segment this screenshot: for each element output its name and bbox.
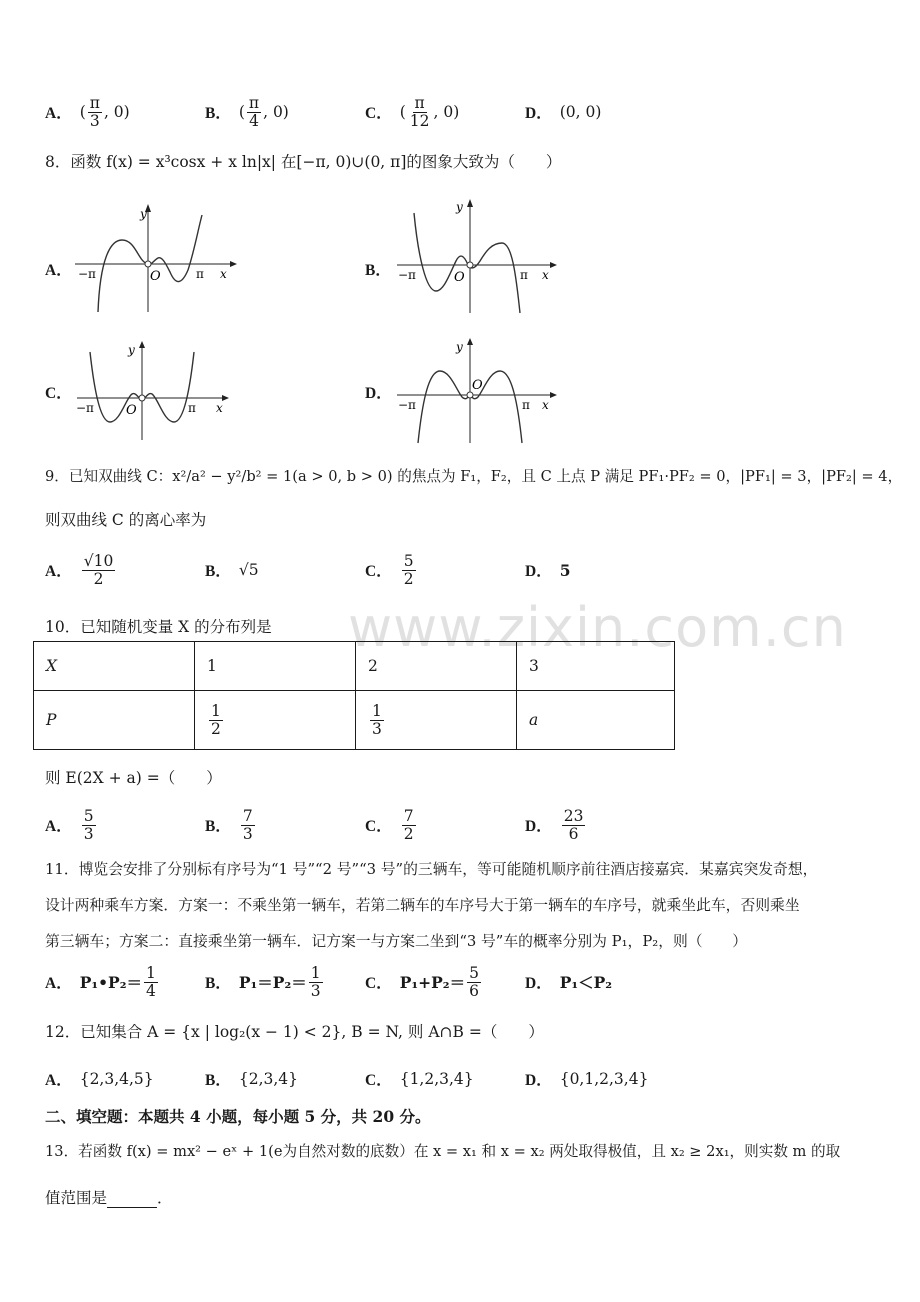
frac-den: 3 [89,111,100,130]
table-cell: 3 [517,642,675,691]
table-cell: a [517,691,675,750]
table-cell [356,691,517,750]
q11-line2: 设计两种乘车方案．方案一：不乘坐第一辆车，若第二辆车的车序号大于第一辆车的车序号，就乘坐此车，否则乘坐 [45,897,800,914]
q7-option-d[interactable]: D． (0, 0) [525,103,602,122]
frac-den: 3 [242,824,253,843]
q10-stem: 10．已知随机变量 X 的分布列是 [45,618,272,636]
q7-option-c[interactable]: C． ( $\frac{\pi}{12}$ , 0) [365,94,460,130]
hole-marker [145,261,151,267]
q12-stem: 12．已知集合 A = {x | log₂(x − 1) < 2}, B = N, 则 A∩B =（ ） [45,1023,544,1041]
q10-option-d[interactable]: D． $\frac{23}{6}$ [525,807,584,843]
neg-pi-label: −π [76,401,94,415]
q9-option-d[interactable]: D． 5 [525,560,571,580]
q7-options [45,88,875,136]
q8-graph-a[interactable] [70,200,240,315]
frac-den: 2 [211,719,221,738]
frac-num: 5 [469,964,479,983]
section-heading: 二、填空题：本题共 4 小题，每小题 5 分，共 20 分。 [45,1107,431,1126]
table-row [34,691,675,750]
q12-options [45,1055,875,1103]
origin-label: O [472,378,483,393]
frac-num: 1 [310,964,321,983]
frac-den: 6 [568,824,579,843]
x-label: x [542,268,549,282]
q11-option-b[interactable]: B． P₁＝P₂＝ $\frac{1}{3}$ [205,964,321,1000]
q9-stem-line2: 则双曲线 C 的离心率为 [45,511,207,529]
frac-num: 1 [372,702,382,721]
y-label: y [456,340,463,354]
pi-label: π [188,401,196,415]
x-axis-arrow-icon [222,395,229,401]
frac-num: √10 [83,552,114,571]
q7-option-a[interactable]: A． ( $\frac{\pi}{3}$ , 0) [45,94,130,130]
frac-num: 5 [403,552,414,571]
q8-option-c-label[interactable]: C． [45,385,72,402]
q13-line2: 值范围是 ． [45,1189,173,1207]
frac-den: 2 [93,569,104,588]
q8-option-d-label[interactable]: D． [365,385,392,402]
q13-line1: 13．若函数 f(x) = mx² − eˣ + 1(e为自然对数的底数）在 x = x₁ 和 x = x₂ 两处取得极值，且 x₂ ≥ 2x₁，则实数 m 的取 [45,1143,841,1160]
q8-graph-c[interactable] [72,338,242,443]
q9-options [45,546,875,594]
x-axis-arrow-icon [550,262,557,268]
frac-den: 2 [403,824,414,843]
table-cell: 2 [356,642,517,691]
y-label: y [128,343,135,357]
q11-line1: 11．博览会安排了分别标有序号为“1 号”“2 号”“3 号”的三辆车，等可能随机顺序前往酒店接嘉宾．某嘉宾突发奇想， [45,861,818,878]
y-axis-arrow-icon [467,199,473,207]
q8-stem: 8．函数 f(x) = x³cosx + x ln|x| 在[−π, 0)∪(0, π]的图象大致为（ ） [45,153,562,171]
pi-label: π [520,268,528,282]
hole-marker [467,262,473,268]
x-axis-arrow-icon [550,392,557,398]
table-cell: X [34,642,195,691]
frac-num: 1 [146,964,156,983]
q11-option-c[interactable]: C． P₁+P₂＝ $\frac{5}{6}$ [365,964,479,1000]
frac-den: 2 [403,569,414,588]
curve-line [414,213,520,313]
pi-label: π [196,267,204,281]
q8-option-b-label[interactable]: B． [365,262,391,279]
q11-option-d[interactable]: D． P₁＜P₂ [525,973,613,992]
watermark: www.zixin.com.cn [348,596,847,659]
frac-num: 7 [242,807,253,826]
frac-num: 7 [403,807,414,826]
q7-option-b[interactable]: B． ( $\frac{\pi}{4}$ , 0) [205,94,289,130]
x-axis-arrow-icon [230,261,237,267]
q9-option-c[interactable]: C． $\frac{5}{2}$ [365,552,414,588]
table-row [34,642,675,691]
q8-option-a-label[interactable]: A． [45,262,72,279]
q8-graph-d[interactable] [392,335,567,445]
neg-pi-label: −π [78,267,96,281]
answer-blank[interactable] [107,1189,157,1208]
hole-marker [139,395,145,401]
q11-option-a[interactable]: A． P₁•P₂＝ $\frac{1}{4}$ [45,964,156,1000]
x-label: x [216,401,223,415]
q10-option-c[interactable]: C． $\frac{7}{2}$ [365,807,414,843]
y-axis-arrow-icon [467,338,473,345]
q10-option-a[interactable]: A． $\frac{5}{3}$ [45,807,94,843]
frac-den: 6 [469,981,479,1000]
distribution-table [33,641,675,750]
table-cell [195,691,356,750]
y-label: y [140,207,147,221]
q10-option-b[interactable]: B． $\frac{7}{3}$ [205,807,253,843]
neg-pi-label: −π [398,268,416,282]
frac-num: 23 [563,807,584,826]
origin-label: O [454,270,465,285]
frac-den: 3 [310,981,321,1000]
q12-option-a[interactable]: A． {2,3,4,5} [45,1070,154,1089]
table-cell: P [34,691,195,750]
q9-option-a[interactable]: A． $\frac{√10}{2}$ [45,552,114,588]
frac-den: 4 [249,111,259,130]
q9-stem-line1: 9．已知双曲线 C：x²/a² − y²/b² = 1(a > 0, b > 0) 的焦点为 F₁，F₂，且 C 上点 P 满足 PF₁·PF₂ = 0，|PF₁| = 3，|PF₂| = 4， [45,468,903,485]
q9-option-b[interactable]: B． √5 [205,561,259,580]
frac-den: 4 [146,981,156,1000]
frac-num: π [414,94,425,113]
origin-label: O [126,403,137,418]
q11-options [45,958,875,1006]
frac-num: 1 [211,702,221,721]
frac-den: 12 [409,111,430,130]
q12-option-c[interactable]: C． {1,2,3,4} [365,1070,474,1089]
origin-label: O [150,269,161,284]
q12-option-b[interactable]: B． {2,3,4} [205,1070,299,1089]
x-label: x [542,398,549,412]
q8-graph-b[interactable] [392,195,562,315]
frac-num: π [89,94,100,113]
pi-label: π [522,398,530,412]
frac-num: π [248,94,260,113]
q12-option-d[interactable]: D． {0,1,2,3,4} [525,1070,649,1089]
y-label: y [456,200,463,214]
x-label: x [220,267,227,281]
neg-pi-label: −π [398,398,416,412]
q10-ask: 则 E(2X + a) =（ ） [45,769,222,787]
q10-options [45,801,875,849]
q11-line3: 第三辆车；方案二：直接乘坐第一辆车．记方案一与方案二坐到“3 号”车的概率分别为 P₁，P₂，则（ ） [45,933,747,950]
frac-den: 3 [83,824,94,843]
frac-num: 5 [83,807,94,826]
table-cell: 1 [195,642,356,691]
y-axis-arrow-icon [139,341,145,348]
frac-den: 3 [372,719,382,738]
